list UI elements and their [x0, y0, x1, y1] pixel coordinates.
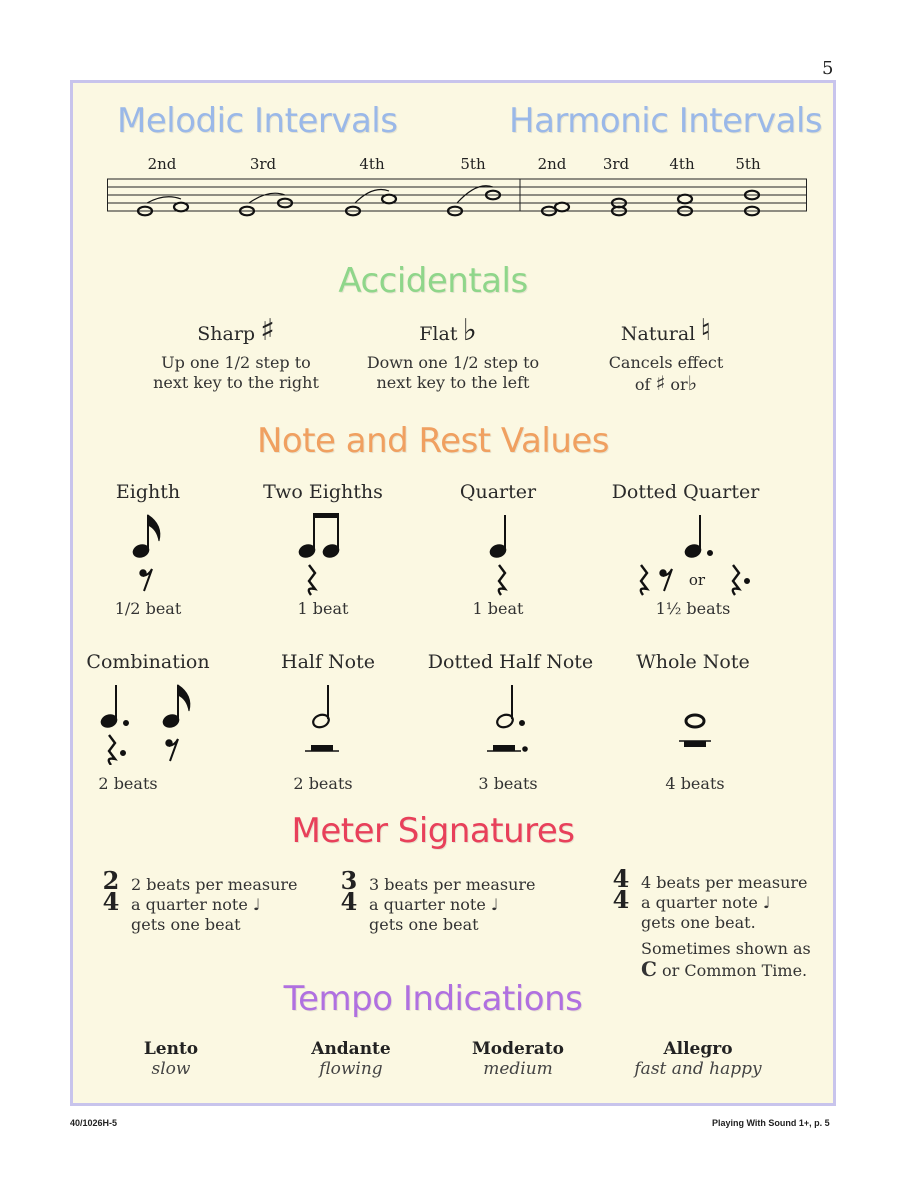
- tempo-title: Tempo Indications: [283, 979, 583, 1019]
- melodic-label-4th: 4th: [359, 155, 385, 173]
- natural-icon: ♮: [700, 313, 712, 348]
- dotted-quarter-label: Dotted Quarter: [611, 481, 760, 503]
- combination-rests-icon: [109, 735, 178, 765]
- interval-staff: [107, 175, 809, 225]
- sharp-heading: [151, 313, 321, 348]
- time-signature-4-4: 4 4: [612, 864, 630, 914]
- note-rest-title: Note and Rest Values: [256, 421, 609, 461]
- natural-desc-line1: Cancels effect: [608, 353, 724, 372]
- sharp-desc-line2: next key to the right: [153, 373, 319, 392]
- harmonic-label-3rd: 3rd: [602, 155, 630, 173]
- whole-note-label: Whole Note: [636, 651, 750, 673]
- harmonic-intervals-title: Harmonic Intervals: [509, 101, 823, 141]
- combination-beats: 2 beats: [98, 774, 158, 793]
- flat-icon: ♭: [462, 313, 477, 348]
- flat-desc-line2: next key to the left: [376, 373, 530, 392]
- dotted-half-rest-icon: [487, 745, 527, 751]
- dotted-quarter-or: or: [688, 571, 706, 589]
- quarter-note-small-icon: ♩: [490, 895, 499, 914]
- quarter-note-icon: [488, 515, 507, 559]
- natural-description: [581, 353, 751, 395]
- sharp-icon: ♯: [260, 313, 275, 348]
- tempo-andante: Andante flowing: [311, 1039, 391, 1079]
- whole-rest-icon: [679, 741, 711, 747]
- quarter-beats: 1 beat: [472, 599, 524, 618]
- meter-3-4-description: 3 beats per measure a quarter note ♩ gets one beat: [369, 875, 536, 934]
- natural-label: Natural: [620, 323, 696, 345]
- meter-4-4-description: 4 beats per measure a quarter note ♩ gets one beat. Sometimes shown as C or Common Time.: [641, 873, 811, 981]
- eighth-beats: 1/2 beat: [114, 599, 182, 618]
- tempo-allegro: Allegro fast and happy: [634, 1039, 762, 1079]
- half-note-beats: 2 beats: [293, 774, 353, 793]
- melodic-intervals-title: Melodic Intervals: [117, 101, 398, 141]
- sharp-label: Sharp: [197, 323, 256, 345]
- sharp-desc-line1: Up one 1/2 step to: [161, 353, 311, 372]
- dotted-half-note-icon: [495, 685, 524, 729]
- content-frame: [70, 80, 836, 1106]
- harmonic-label-4th: 4th: [669, 155, 695, 173]
- footer-title: Playing With Sound 1+, p. 5: [712, 1118, 830, 1128]
- natural-desc-line2: of ♯ or♭: [634, 371, 698, 395]
- whole-note-icon: [686, 715, 704, 727]
- meter-title: Meter Signatures: [291, 811, 575, 851]
- harmonic-label-5th: 5th: [735, 155, 761, 173]
- quarter-label: Quarter: [459, 481, 537, 503]
- flat-small-icon: ♭: [687, 371, 698, 395]
- tempo-lento: Lento slow: [143, 1039, 199, 1079]
- common-time-note-line1: Sometimes shown as: [641, 939, 811, 958]
- combination-label: Combination: [86, 651, 210, 673]
- flat-heading: [363, 313, 533, 348]
- flat-label: Flat: [419, 323, 458, 345]
- dotted-half-note-label: Dotted Half Note: [427, 651, 594, 673]
- time-signature-2-4: 2 4: [102, 866, 120, 916]
- flat-description: [353, 353, 553, 393]
- whole-note-beats: 4 beats: [665, 774, 725, 793]
- common-time-note-line2: C or Common Time.: [641, 957, 808, 981]
- two-eighths-icon: [297, 513, 340, 559]
- eighth-label: Eighth: [115, 481, 181, 503]
- page-number: 5: [822, 58, 834, 79]
- time-signature-3-4: 3 4: [340, 866, 358, 916]
- note-rest-row2-symbols: [73, 679, 833, 765]
- dotted-quarter-note-icon: [683, 515, 712, 559]
- interval-slurs: [147, 186, 493, 203]
- natural-heading: [581, 313, 751, 348]
- quarter-note-small-icon: ♩: [762, 893, 771, 912]
- flat-desc-line1: Down one 1/2 step to: [366, 353, 540, 372]
- meter-2-4-description: 2 beats per measure a quarter note ♩ gets one beat: [131, 875, 298, 934]
- quarter-rest-icon-1: [309, 565, 315, 595]
- note-rest-row1-symbols: [73, 511, 833, 597]
- quarter-note-small-icon: ♩: [252, 895, 261, 914]
- two-eighths-label: Two Eighths: [263, 481, 383, 503]
- sharp-description: [141, 353, 331, 393]
- melodic-label-2nd: 2nd: [147, 155, 177, 173]
- sharp-small-icon: ♯: [655, 371, 666, 395]
- melodic-label-3rd: 3rd: [249, 155, 277, 173]
- common-time-icon: C: [641, 957, 657, 981]
- quarter-rest-icon-2: [499, 565, 505, 595]
- melodic-label-5th: 5th: [460, 155, 486, 173]
- dotted-quarter-beats: 1½ beats: [655, 599, 731, 618]
- tempo-moderato: Moderato medium: [471, 1039, 565, 1079]
- half-note-label: Half Note: [281, 651, 375, 673]
- half-note-icon: [311, 685, 330, 729]
- footer-code: 40/1026H-5: [70, 1118, 118, 1128]
- combination-notes-icon: [99, 685, 189, 729]
- eighth-note-icon: [131, 515, 159, 559]
- accidentals-title: Accidentals: [338, 261, 528, 301]
- harmonic-label-2nd: 2nd: [537, 155, 567, 173]
- dotted-half-note-beats: 3 beats: [478, 774, 538, 793]
- half-rest-icon: [305, 745, 339, 751]
- eighth-rest-icon: [140, 569, 152, 591]
- two-eighths-beats: 1 beat: [297, 599, 349, 618]
